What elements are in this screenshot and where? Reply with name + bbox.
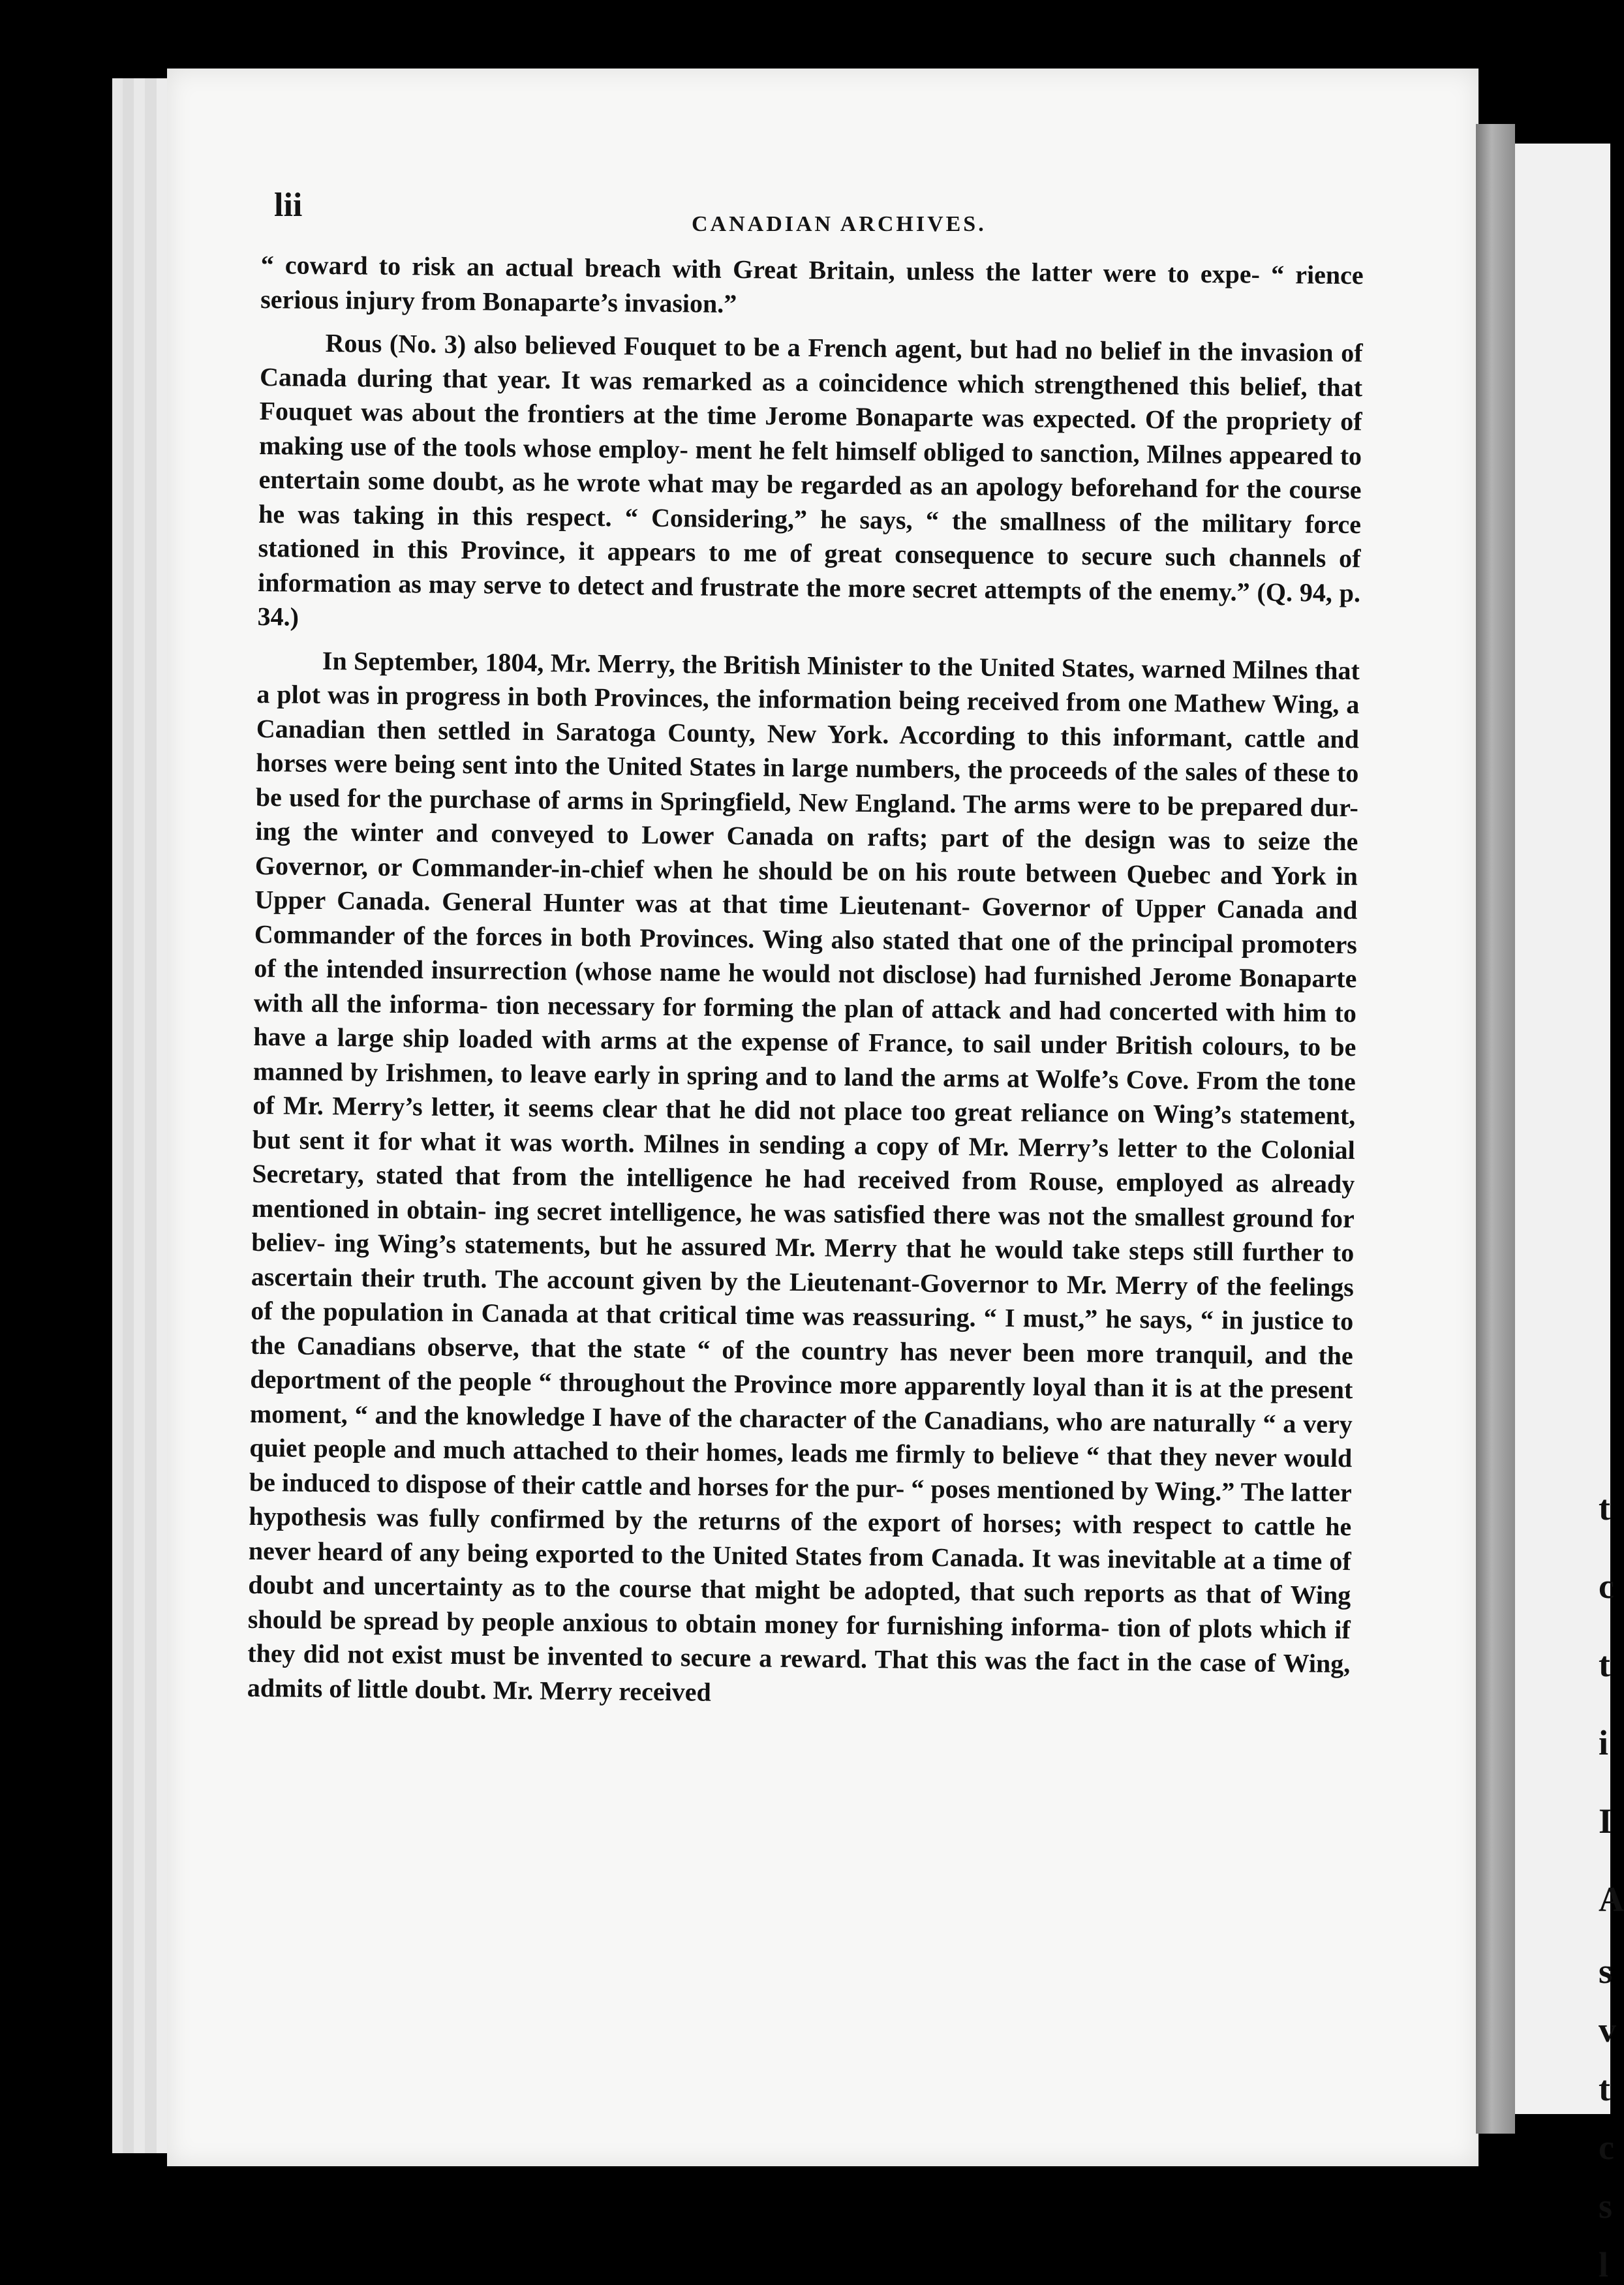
next-page-letter: v	[1599, 2010, 1616, 2049]
page-header	[274, 186, 1344, 238]
page-number: lii	[274, 187, 303, 224]
next-page-letter: c	[1599, 1567, 1614, 1606]
next-page-letter: t	[1599, 1645, 1610, 1684]
next-page-sliver	[1515, 144, 1624, 2284]
paragraph-continuation: “ coward to risk an actual breach with Great Britain, unless the latter were to expe- “ rience serious injury from Bonaparte’s invasion.”	[260, 249, 1364, 318]
next-page-letter: i	[1599, 1723, 1609, 1762]
next-page-letter: s	[1599, 1952, 1613, 1991]
next-page-letter: s	[1599, 2186, 1613, 2226]
paragraph-rous: Rous (No. 3) also believed Fouquet to be a French agent, but had no belief in the invasion of Canada during that year. It was remarked as a coincidence which strengthened this belief, that Fouquet was about the frontiers at the time Jerome Bonaparte was expected. Of the propriety of making use of the tools whose employ- ment he felt himself obliged to sanction, Milnes appeared to entertain some doubt, as he wrote what may be regarded as an apology beforehand for the course he was taking in this respect. “ Considering,” he says, “ the smallness of the military force stationed in this Province, it appears to me of great consequence to secure such channels of information as may serve to detect and frustrate the more secret attempts of the enemy.” (Q. 94, p. 34.)	[257, 328, 1363, 632]
next-page-letter: l	[1599, 2245, 1609, 2284]
next-page-letter: I	[1599, 1802, 1613, 1841]
book-binding	[1476, 124, 1515, 2134]
running-head: CANADIAN ARCHIVES.	[692, 212, 987, 236]
next-page-letter: t	[1599, 2069, 1610, 2108]
paragraph-merry: In September, 1804, Mr. Merry, the British Minister to the United States, warned Milnes that a plot was in progress in both Provinces, the information being received from one Mathew Wing, a Canadian then settled in Saratoga County, New York. According to this informant, cattle and horses were being sent into the United States in large numbers, the proceeds of the sales of these to be used for the purchase of arms in Springfield, New England. The arms were to be prepared dur- ing the winter and conveyed to Lower Canada on rafts; part of the design was to seize the Governor, or Commander-in-chief when he should be on his route between Quebec and York in Upper Canada. General Hunter was at that time Lieutenant- Governor of Upper Canada and Commander of the forces in both Provinces. Wing also stated that one of the principal promoters of the intended insurrection (whose name he would not disclose) had furnished Jerome Bonaparte with all the informa- tion necessary for forming the plan of attack and had concerted with him to have a large ship loaded with arms at the expense of France, to sail under British colours, to be manned by Irishmen, to leave early in spring and to land the arms at Wolfe’s Cove. From the tone of Mr. Merry’s letter, it seems clear that he did not place too great reliance on Wing’s statement, but sent it for what it was worth. Milnes in sending a copy of Mr. Merry’s letter to the Colonial Secretary, stated that from the intelligence he had received from Rouse, employed as already mentioned in obtain- ing secret intelligence, he was satisfied there was not the smallest ground for believ- ing Wing’s statements, but he assured Mr. Merry that he would take steps still further to ascertain their truth. The account given by the Lieutenant-Governor to Mr. Merry of the feelings of the population in Canada at that critical time was reassuring. “ I must,” he says, “ in justice to the Canadians observe, that the state “ of the country has never been more tranquil, and the deportment of the people “ throughout the Province more apparently loyal than it is at the present moment, “ and the knowledge I have of the character of the Canadians, who are naturally “ a very quiet people and much attached to their homes, leads me firmly to believe “ that they never would be induced to dispose of their cattle and horses for the pur- “ poses mentioned by Wing.” The latter hypothesis was fully confirmed by the returns of the export of horses; with respect to cattle he never heard of any being exported to the United States from Canada. It was inevitable at a time of doubt and uncertainty as to the course that might be adopted, that such reports as that of Wing should be spread by people anxious to obtain money for furnishing informa- tion of plots which if they did not exist must be invented to secure a reward. That this was the fact in the case of Wing, admits of little doubt. Mr. Merry received	[247, 645, 1360, 1707]
next-page-letter: A	[1599, 1880, 1624, 1919]
next-page-letter: c	[1599, 2128, 1614, 2167]
next-page-letter: t	[1599, 1488, 1610, 1527]
body-text	[247, 248, 1364, 1715]
